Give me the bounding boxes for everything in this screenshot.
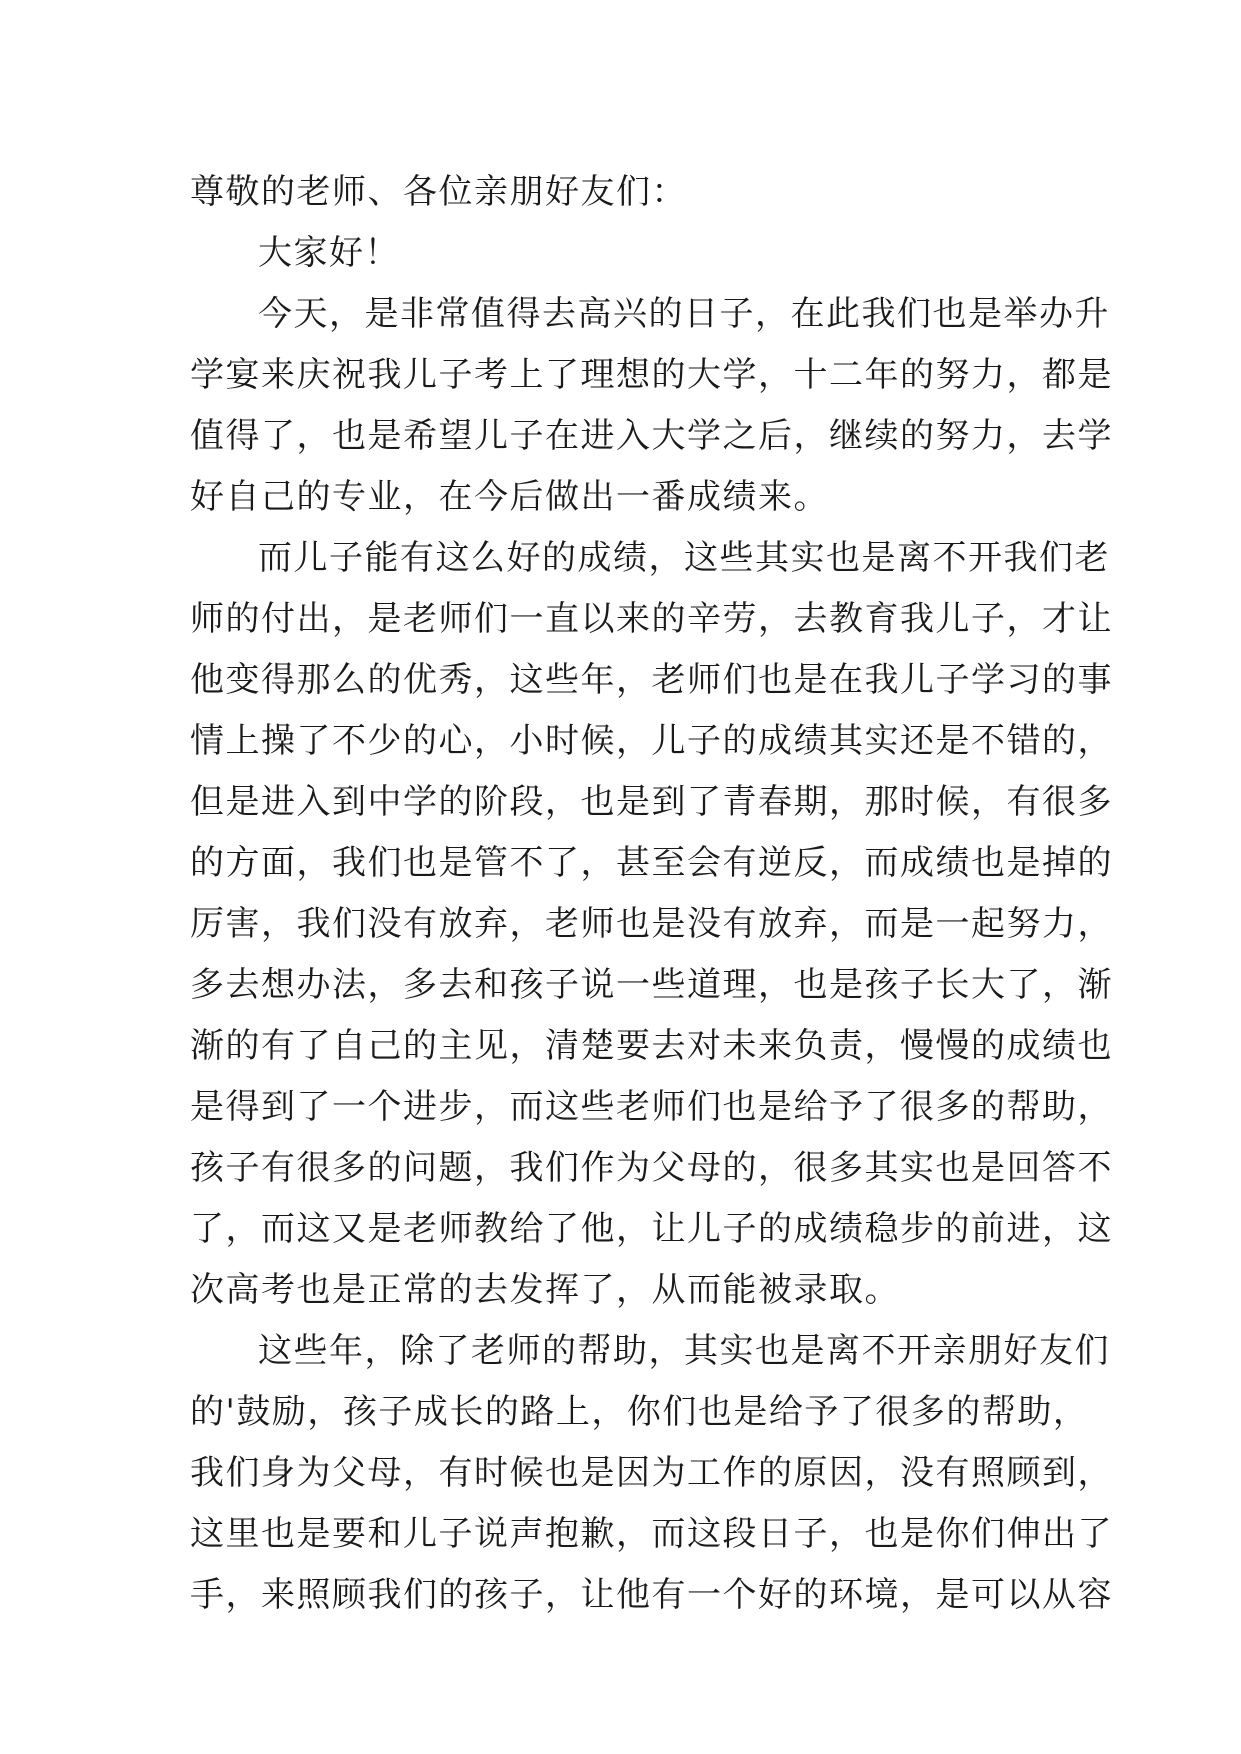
text-line: 孩子有很多的问题，我们作为父母的，很多其实也是回答不	[190, 1148, 1113, 1188]
text-line: 而儿子能有这么好的成绩，这些其实也是离不开我们老	[258, 538, 1110, 578]
speech-text	[190, 162, 1113, 1626]
text-line: 是得到了一个进步，而这些老师们也是给予了很多的帮助，	[190, 1087, 1113, 1127]
text-line: 他变得那么的优秀，这些年，老师们也是在我儿子学习的事	[190, 660, 1113, 700]
text-line: 师的付出，是老师们一直以来的辛劳，去教育我儿子，才让	[190, 599, 1113, 639]
text-line: 的方面，我们也是管不了，甚至会有逆反，而成绩也是掉的	[190, 843, 1113, 883]
text-line: 大家好！	[258, 233, 400, 273]
text-line: 渐的有了自己的主见，清楚要去对未来负责，慢慢的成绩也	[190, 1026, 1113, 1066]
text-line: 手，来照顾我们的孩子，让他有一个好的环境，是可以从容	[190, 1575, 1113, 1615]
text-line: 这些年，除了老师的帮助，其实也是离不开亲朋好友们	[258, 1331, 1110, 1371]
text-line: 我们身为父母，有时候也是因为工作的原因，没有照顾到，	[190, 1453, 1113, 1493]
text-line: 情上操了不少的心，小时候，儿子的成绩其实还是不错的，	[190, 721, 1113, 761]
text-line: 好自己的专业，在今后做出一番成绩来。	[190, 477, 829, 517]
text-line: 尊敬的老师、各位亲朋好友们：	[190, 172, 687, 212]
text-line: 多去想办法，多去和孩子说一些道理，也是孩子长大了，渐	[190, 965, 1113, 1005]
text-line: 的'鼓励，孩子成长的路上，你们也是给予了很多的帮助，	[190, 1392, 1089, 1432]
text-line: 但是进入到中学的阶段，也是到了青春期，那时候，有很多	[190, 782, 1113, 822]
text-line: 厉害，我们没有放弃，老师也是没有放弃，而是一起努力，	[190, 904, 1113, 944]
text-line: 这里也是要和儿子说声抱歉，而这段日子，也是你们伸出了	[190, 1514, 1113, 1554]
text-line: 值得了，也是希望儿子在进入大学之后，继续的努力，去学	[190, 416, 1113, 456]
text-line: 次高考也是正常的去发挥了，从而能被录取。	[190, 1270, 900, 1310]
text-line: 今天，是非常值得去高兴的日子，在此我们也是举办升	[258, 294, 1110, 334]
text-line: 了，而这又是老师教给了他，让儿子的成绩稳步的前进，这	[190, 1209, 1113, 1249]
text-line: 学宴来庆祝我儿子考上了理想的大学，十二年的努力，都是	[190, 355, 1113, 395]
